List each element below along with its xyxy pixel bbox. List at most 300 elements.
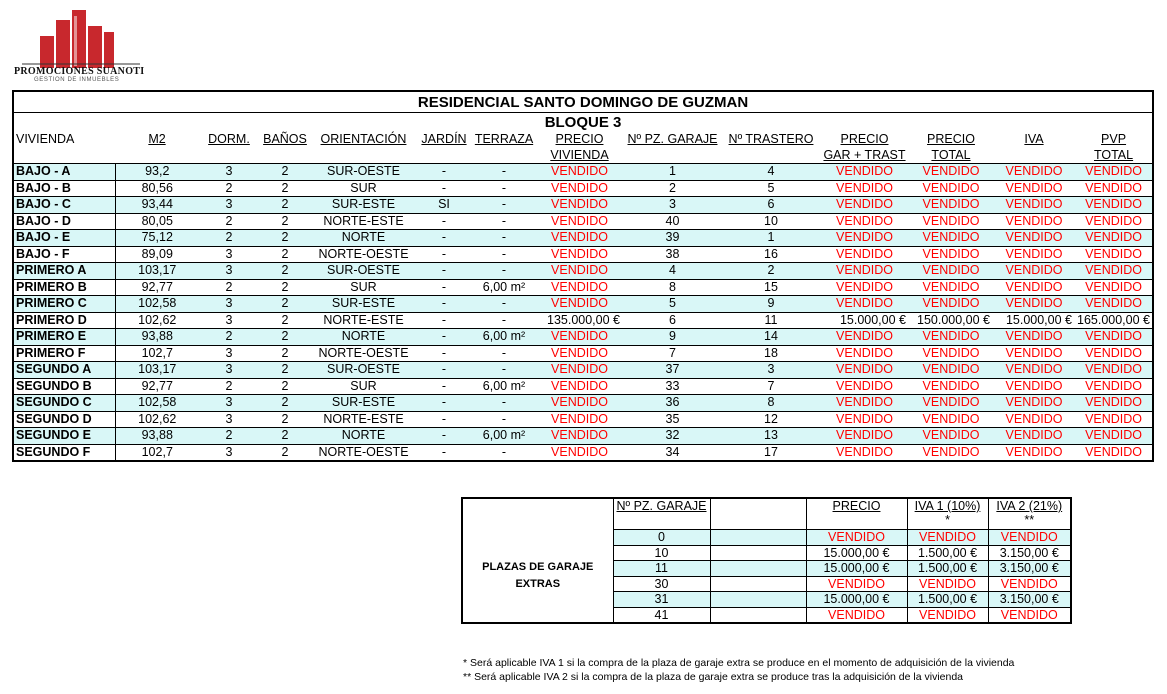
cell-terraza: - [472, 197, 536, 214]
cell-iva: VENDIDO [993, 296, 1075, 313]
cell-precio-total: VENDIDO [909, 345, 993, 362]
header-precio-vivienda-1: PRECIO [555, 132, 604, 146]
cell-jardin: - [416, 213, 472, 230]
extra-cell-iva1: VENDIDO [907, 607, 988, 623]
cell-unit-name: PRIMERO E [13, 329, 115, 346]
cell-m2: 93,2 [115, 164, 199, 181]
cell-pvp-total: VENDIDO [1075, 263, 1153, 280]
cell-unit-name: SEGUNDO C [13, 395, 115, 412]
extra-cell-garaje: 41 [613, 607, 710, 623]
cell-unit-name: BAJO - B [13, 180, 115, 197]
cell-dorm: 2 [199, 279, 259, 296]
table-row [13, 345, 1153, 362]
extra-cell-iva1: VENDIDO [907, 530, 988, 546]
cell-m2: 93,88 [115, 329, 199, 346]
extra-label-line2: EXTRAS [515, 577, 561, 590]
cell-trastero: 3 [722, 362, 820, 379]
cell-orientacion: NORTE [311, 230, 416, 247]
cell-m2: 103,17 [115, 362, 199, 379]
cell-m2: 80,56 [115, 180, 199, 197]
cell-banos: 2 [259, 279, 311, 296]
cell-jardin: - [416, 411, 472, 428]
cell-jardin: - [416, 296, 472, 313]
cell-iva: VENDIDO [993, 411, 1075, 428]
cell-garaje: 37 [623, 362, 722, 379]
cell-precio-gar-trast: VENDIDO [820, 395, 909, 412]
header-pvp-2: TOTAL [1093, 148, 1134, 162]
cell-orientacion: NORTE [311, 329, 416, 346]
cell-dorm: 3 [199, 395, 259, 412]
extra-header-iva1: IVA 1 (10%) [914, 499, 981, 513]
cell-iva: VENDIDO [993, 246, 1075, 263]
cell-orientacion: SUR-ESTE [311, 197, 416, 214]
cell-iva: VENDIDO [993, 263, 1075, 280]
cell-precio-total: VENDIDO [909, 296, 993, 313]
extra-cell-garaje: 31 [613, 592, 710, 608]
cell-trastero: 2 [722, 263, 820, 280]
cell-iva: VENDIDO [993, 395, 1075, 412]
units-table [12, 90, 1154, 462]
cell-iva: VENDIDO [993, 362, 1075, 379]
cell-unit-name: BAJO - F [13, 246, 115, 263]
cell-garaje: 33 [623, 378, 722, 395]
extra-cell-iva2: 3.150,00 € [988, 545, 1071, 561]
cell-orientacion: NORTE [311, 428, 416, 445]
cell-dorm: 3 [199, 296, 259, 313]
header-jardin: JARDÍN [421, 132, 467, 146]
cell-precio-total: VENDIDO [909, 428, 993, 445]
cell-m2: 102,62 [115, 312, 199, 329]
cell-trastero: 1 [722, 230, 820, 247]
cell-terraza: - [472, 345, 536, 362]
cell-orientacion: NORTE-OESTE [311, 345, 416, 362]
header-garaje: Nº PZ. GARAJE [627, 132, 718, 146]
cell-banos: 2 [259, 444, 311, 461]
header-orientacion: ORIENTACIÓN [320, 132, 407, 146]
cell-garaje: 1 [623, 164, 722, 181]
cell-iva: 15.000,00 € [993, 312, 1075, 329]
table-row [13, 329, 1153, 346]
cell-unit-name: SEGUNDO A [13, 362, 115, 379]
cell-precio-total: VENDIDO [909, 362, 993, 379]
cell-terraza: - [472, 362, 536, 379]
cell-dorm: 2 [199, 213, 259, 230]
extra-cell-precio: VENDIDO [806, 576, 907, 592]
extra-table-header [462, 498, 1071, 530]
cell-jardin: - [416, 444, 472, 461]
cell-terraza: 6,00 m² [472, 378, 536, 395]
cell-m2: 93,44 [115, 197, 199, 214]
cell-dorm: 3 [199, 362, 259, 379]
cell-trastero: 6 [722, 197, 820, 214]
cell-orientacion: NORTE-ESTE [311, 213, 416, 230]
cell-garaje: 40 [623, 213, 722, 230]
cell-pvp-total: VENDIDO [1075, 411, 1153, 428]
cell-precio-gar-trast: VENDIDO [820, 246, 909, 263]
cell-trastero: 4 [722, 164, 820, 181]
extra-cell-precio: 15.000,00 € [806, 592, 907, 608]
header-precio-total-2: TOTAL [931, 148, 971, 162]
cell-iva: VENDIDO [993, 345, 1075, 362]
cell-terraza: - [472, 263, 536, 280]
cell-jardin: - [416, 164, 472, 181]
footnote-iva1: * Será aplicable IVA 1 si la compra de la plaza de garaje extra se produce en el momento de adquisición de la vivienda [463, 657, 1015, 669]
cell-dorm: 2 [199, 329, 259, 346]
table-row [13, 411, 1153, 428]
cell-terraza: 6,00 m² [472, 329, 536, 346]
cell-pvp-total: VENDIDO [1075, 362, 1153, 379]
cell-pvp-total: 165.000,00 € [1075, 312, 1153, 329]
header-banos: BAÑOS [263, 132, 307, 146]
cell-precio-vivienda: 135.000,00 € [536, 312, 623, 329]
cell-banos: 2 [259, 411, 311, 428]
cell-unit-name: SEGUNDO B [13, 378, 115, 395]
cell-unit-name: BAJO - D [13, 213, 115, 230]
cell-banos: 2 [259, 378, 311, 395]
cell-banos: 2 [259, 197, 311, 214]
cell-terraza: - [472, 230, 536, 247]
cell-pvp-total: VENDIDO [1075, 345, 1153, 362]
extra-cell-precio: 15.000,00 € [806, 545, 907, 561]
extra-cell-blank [710, 545, 806, 561]
cell-terraza: - [472, 296, 536, 313]
cell-jardin: - [416, 279, 472, 296]
extra-cell-iva2: 3.150,00 € [988, 561, 1071, 577]
cell-banos: 2 [259, 180, 311, 197]
cell-trastero: 16 [722, 246, 820, 263]
cell-iva: VENDIDO [993, 279, 1075, 296]
cell-orientacion: SUR-ESTE [311, 296, 416, 313]
cell-orientacion: SUR-OESTE [311, 263, 416, 280]
table-row [13, 230, 1153, 247]
cell-iva: VENDIDO [993, 378, 1075, 395]
cell-dorm: 2 [199, 428, 259, 445]
page-title: RESIDENCIAL SANTO DOMINGO DE GUZMAN [13, 91, 1153, 113]
table-row [13, 246, 1153, 263]
cell-pvp-total: VENDIDO [1075, 395, 1153, 412]
cell-iva: VENDIDO [993, 180, 1075, 197]
cell-banos: 2 [259, 362, 311, 379]
extra-header-iva2: IVA 2 (21%) [996, 499, 1063, 513]
cell-dorm: 2 [199, 230, 259, 247]
company-name: PROMOCIONES SUANOTI [14, 66, 145, 77]
cell-dorm: 3 [199, 197, 259, 214]
extra-label-line1: PLAZAS DE GARAJE [482, 560, 594, 573]
cell-precio-total: 150.000,00 € [909, 312, 993, 329]
cell-garaje: 3 [623, 197, 722, 214]
cell-precio-total: VENDIDO [909, 164, 993, 181]
cell-garaje: 6 [623, 312, 722, 329]
cell-precio-total: VENDIDO [909, 395, 993, 412]
cell-banos: 2 [259, 345, 311, 362]
cell-jardin: - [416, 428, 472, 445]
cell-precio-vivienda: VENDIDO [536, 279, 623, 296]
extra-cell-iva1: VENDIDO [907, 576, 988, 592]
cell-banos: 2 [259, 213, 311, 230]
cell-m2: 89,09 [115, 246, 199, 263]
cell-jardin: - [416, 263, 472, 280]
cell-precio-vivienda: VENDIDO [536, 296, 623, 313]
cell-trastero: 15 [722, 279, 820, 296]
cell-dorm: 3 [199, 164, 259, 181]
cell-banos: 2 [259, 329, 311, 346]
cell-banos: 2 [259, 230, 311, 247]
header-vivienda: VIVIENDA [16, 132, 75, 146]
extra-cell-precio: VENDIDO [806, 607, 907, 623]
cell-trastero: 5 [722, 180, 820, 197]
extra-cell-iva1: 1.500,00 € [907, 592, 988, 608]
cell-orientacion: SUR-OESTE [311, 164, 416, 181]
company-tagline: GESTION DE INMUEBLES [34, 77, 120, 83]
header-m2: M2 [148, 132, 166, 146]
cell-unit-name: PRIMERO C [13, 296, 115, 313]
table-row [13, 312, 1153, 329]
cell-pvp-total: VENDIDO [1075, 279, 1153, 296]
table-row [13, 444, 1153, 461]
extra-garage-table [461, 497, 1072, 624]
cell-trastero: 7 [722, 378, 820, 395]
extra-cell-blank [710, 561, 806, 577]
table-row [13, 428, 1153, 445]
table-row [13, 263, 1153, 280]
cell-jardin: SI [416, 197, 472, 214]
cell-precio-gar-trast: VENDIDO [820, 411, 909, 428]
extra-cell-precio: 15.000,00 € [806, 561, 907, 577]
cell-precio-total: VENDIDO [909, 444, 993, 461]
cell-terraza: - [472, 246, 536, 263]
extra-cell-precio: VENDIDO [806, 530, 907, 546]
cell-precio-vivienda: VENDIDO [536, 213, 623, 230]
cell-m2: 92,77 [115, 378, 199, 395]
header-terraza: TERRAZA [474, 132, 534, 146]
cell-m2: 102,58 [115, 296, 199, 313]
cell-trastero: 9 [722, 296, 820, 313]
cell-garaje: 39 [623, 230, 722, 247]
cell-jardin: - [416, 312, 472, 329]
cell-pvp-total: VENDIDO [1075, 164, 1153, 181]
header-precio-gar-2: GAR + TRAST [823, 148, 906, 162]
cell-garaje: 8 [623, 279, 722, 296]
cell-pvp-total: VENDIDO [1075, 213, 1153, 230]
cell-jardin: - [416, 395, 472, 412]
cell-jardin: - [416, 362, 472, 379]
cell-garaje: 5 [623, 296, 722, 313]
cell-terraza: 6,00 m² [472, 279, 536, 296]
cell-garaje: 34 [623, 444, 722, 461]
cell-m2: 102,62 [115, 411, 199, 428]
cell-precio-total: VENDIDO [909, 378, 993, 395]
cell-unit-name: PRIMERO D [13, 312, 115, 329]
table-row [13, 180, 1153, 197]
footnotes [463, 656, 1014, 684]
cell-unit-name: SEGUNDO D [13, 411, 115, 428]
cell-m2: 102,58 [115, 395, 199, 412]
cell-precio-gar-trast: 15.000,00 € [820, 312, 909, 329]
extra-cell-garaje: 10 [613, 545, 710, 561]
cell-banos: 2 [259, 296, 311, 313]
table-row [13, 279, 1153, 296]
cell-iva: VENDIDO [993, 164, 1075, 181]
cell-orientacion: NORTE-ESTE [311, 312, 416, 329]
extra-row [462, 530, 1071, 546]
cell-m2: 102,7 [115, 345, 199, 362]
cell-garaje: 32 [623, 428, 722, 445]
cell-trastero: 13 [722, 428, 820, 445]
cell-orientacion: NORTE-OESTE [311, 246, 416, 263]
extra-header-garaje: Nº PZ. GARAJE [616, 499, 707, 513]
table-row [13, 164, 1153, 181]
extra-cell-iva2: VENDIDO [988, 576, 1071, 592]
header-iva: IVA [1024, 132, 1044, 146]
cell-orientacion: SUR [311, 180, 416, 197]
cell-precio-vivienda: VENDIDO [536, 345, 623, 362]
cell-precio-vivienda: VENDIDO [536, 180, 623, 197]
cell-precio-gar-trast: VENDIDO [820, 263, 909, 280]
extra-label [462, 530, 613, 624]
table-row [13, 395, 1153, 412]
extra-cell-garaje: 11 [613, 561, 710, 577]
cell-precio-total: VENDIDO [909, 411, 993, 428]
cell-pvp-total: VENDIDO [1075, 296, 1153, 313]
table-row [13, 362, 1153, 379]
cell-precio-vivienda: VENDIDO [536, 164, 623, 181]
cell-trastero: 10 [722, 213, 820, 230]
cell-precio-gar-trast: VENDIDO [820, 164, 909, 181]
cell-orientacion: NORTE-ESTE [311, 411, 416, 428]
cell-m2: 93,88 [115, 428, 199, 445]
cell-pvp-total: VENDIDO [1075, 444, 1153, 461]
cell-m2: 75,12 [115, 230, 199, 247]
cell-jardin: - [416, 329, 472, 346]
cell-precio-total: VENDIDO [909, 213, 993, 230]
cell-precio-total: VENDIDO [909, 329, 993, 346]
cell-jardin: - [416, 246, 472, 263]
extra-cell-iva1: 1.500,00 € [907, 545, 988, 561]
cell-precio-gar-trast: VENDIDO [820, 362, 909, 379]
cell-terraza: 6,00 m² [472, 428, 536, 445]
cell-banos: 2 [259, 263, 311, 280]
extra-cell-garaje: 30 [613, 576, 710, 592]
cell-precio-gar-trast: VENDIDO [820, 230, 909, 247]
footnote-iva2: ** Será aplicable IVA 2 si la compra de la plaza de garaje extra se produce tras la adquisición de la vivienda [463, 671, 964, 683]
cell-terraza: - [472, 444, 536, 461]
cell-garaje: 38 [623, 246, 722, 263]
table-header [13, 131, 1153, 164]
cell-precio-gar-trast: VENDIDO [820, 428, 909, 445]
cell-garaje: 4 [623, 263, 722, 280]
cell-precio-gar-trast: VENDIDO [820, 279, 909, 296]
cell-pvp-total: VENDIDO [1075, 428, 1153, 445]
cell-terraza: - [472, 395, 536, 412]
cell-orientacion: SUR [311, 279, 416, 296]
cell-unit-name: PRIMERO B [13, 279, 115, 296]
cell-terraza: - [472, 312, 536, 329]
cell-precio-vivienda: VENDIDO [536, 444, 623, 461]
cell-precio-total: VENDIDO [909, 197, 993, 214]
extra-cell-iva1: 1.500,00 € [907, 561, 988, 577]
cell-pvp-total: VENDIDO [1075, 329, 1153, 346]
cell-dorm: 2 [199, 378, 259, 395]
extra-cell-blank [710, 530, 806, 546]
cell-trastero: 11 [722, 312, 820, 329]
cell-pvp-total: VENDIDO [1075, 378, 1153, 395]
cell-precio-vivienda: VENDIDO [536, 428, 623, 445]
cell-precio-vivienda: VENDIDO [536, 263, 623, 280]
cell-unit-name: SEGUNDO F [13, 444, 115, 461]
cell-precio-gar-trast: VENDIDO [820, 444, 909, 461]
cell-pvp-total: VENDIDO [1075, 230, 1153, 247]
cell-unit-name: BAJO - E [13, 230, 115, 247]
cell-precio-total: VENDIDO [909, 230, 993, 247]
cell-iva: VENDIDO [993, 230, 1075, 247]
cell-orientacion: SUR-ESTE [311, 395, 416, 412]
extra-cell-iva2: VENDIDO [988, 530, 1071, 546]
cell-dorm: 3 [199, 312, 259, 329]
cell-unit-name: BAJO - A [13, 164, 115, 181]
extra-cell-iva2: 3.150,00 € [988, 592, 1071, 608]
cell-banos: 2 [259, 312, 311, 329]
extra-cell-blank [710, 592, 806, 608]
cell-garaje: 9 [623, 329, 722, 346]
cell-jardin: - [416, 180, 472, 197]
table-row [13, 378, 1153, 395]
cell-unit-name: BAJO - C [13, 197, 115, 214]
cell-trastero: 14 [722, 329, 820, 346]
cell-precio-total: VENDIDO [909, 180, 993, 197]
cell-precio-vivienda: VENDIDO [536, 230, 623, 247]
table-row [13, 197, 1153, 214]
cell-m2: 102,7 [115, 444, 199, 461]
cell-pvp-total: VENDIDO [1075, 180, 1153, 197]
extra-cell-iva2: VENDIDO [988, 607, 1071, 623]
cell-m2: 103,17 [115, 263, 199, 280]
cell-iva: VENDIDO [993, 197, 1075, 214]
cell-dorm: 3 [199, 246, 259, 263]
cell-orientacion: NORTE-OESTE [311, 444, 416, 461]
cell-garaje: 7 [623, 345, 722, 362]
cell-terraza: - [472, 411, 536, 428]
cell-precio-vivienda: VENDIDO [536, 197, 623, 214]
cell-orientacion: SUR-OESTE [311, 362, 416, 379]
cell-trastero: 18 [722, 345, 820, 362]
extra-cell-blank [710, 607, 806, 623]
cell-orientacion: SUR [311, 378, 416, 395]
cell-unit-name: SEGUNDO E [13, 428, 115, 445]
table-row [13, 213, 1153, 230]
cell-iva: VENDIDO [993, 428, 1075, 445]
cell-banos: 2 [259, 164, 311, 181]
cell-dorm: 3 [199, 411, 259, 428]
cell-precio-total: VENDIDO [909, 263, 993, 280]
cell-unit-name: PRIMERO A [13, 263, 115, 280]
extra-header-iva1-mark: * [945, 513, 950, 527]
cell-m2: 92,77 [115, 279, 199, 296]
cell-dorm: 3 [199, 444, 259, 461]
cell-precio-vivienda: VENDIDO [536, 378, 623, 395]
header-precio-total-1: PRECIO [927, 132, 975, 146]
cell-jardin: - [416, 345, 472, 362]
cell-dorm: 3 [199, 345, 259, 362]
cell-pvp-total: VENDIDO [1075, 246, 1153, 263]
cell-precio-vivienda: VENDIDO [536, 411, 623, 428]
cell-terraza: - [472, 180, 536, 197]
header-precio-gar-1: PRECIO [840, 132, 889, 146]
cell-jardin: - [416, 378, 472, 395]
extra-header-precio: PRECIO [832, 499, 881, 513]
cell-banos: 2 [259, 395, 311, 412]
cell-banos: 2 [259, 428, 311, 445]
header-dorm: DORM. [208, 132, 250, 146]
